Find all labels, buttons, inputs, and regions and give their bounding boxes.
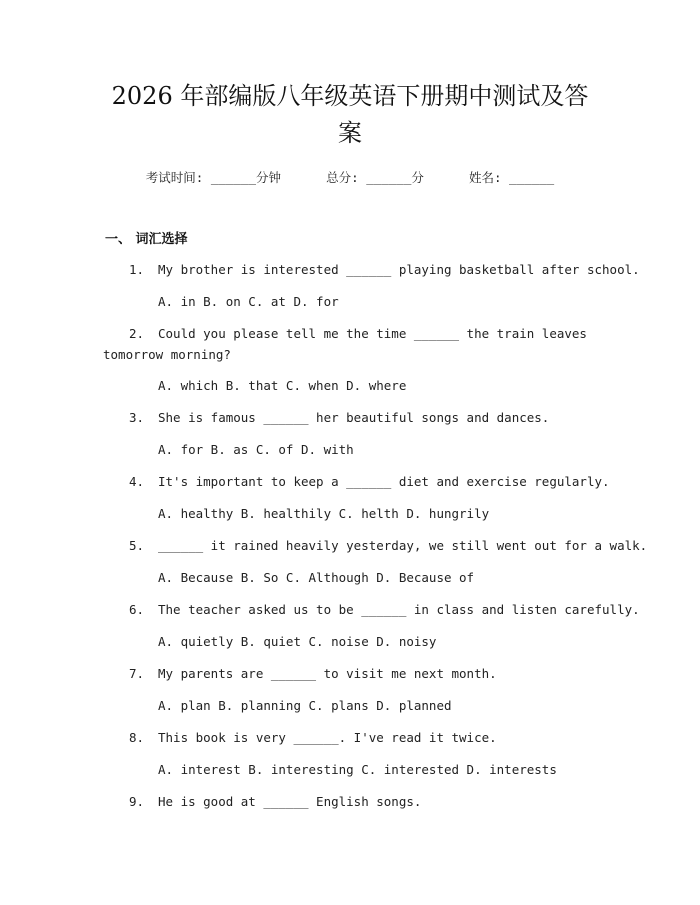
question-text: She is famous ______ her beautiful songs and dances. [158, 410, 550, 425]
question-number: 3. [129, 410, 145, 425]
question-text: Could you please tell me the time ______ the train leaves [158, 326, 587, 341]
question-text: This book is very ______. I've read it twice. [158, 730, 497, 745]
question-text-continued: tomorrow morning? [103, 347, 231, 362]
question-number: 9. [129, 794, 145, 809]
question-options: A. in B. on C. at D. for [158, 294, 339, 309]
question-number: 6. [129, 602, 145, 617]
title-line-2: 案 [338, 119, 362, 147]
question-text: My brother is interested ______ playing basketball after school. [158, 262, 640, 277]
question-options: A. plan B. planning C. plans D. planned [158, 698, 452, 713]
question-number: 5. [129, 538, 145, 553]
question-number: 8. [129, 730, 145, 745]
exam-info-line: 考试时间: ______分钟 总分: ______分 姓名: ______ [145, 170, 555, 185]
question-text: The teacher asked us to be ______ in class and listen carefully. [158, 602, 640, 617]
question-options: A. interest B. interesting C. interested D. interests [158, 762, 557, 777]
title-line-1: 2026 年部编版八年级英语下册期中测试及答 [111, 82, 589, 110]
question-number: 2. [129, 326, 145, 341]
document-title [90, 78, 610, 152]
question-text: He is good at ______ English songs. [158, 794, 422, 809]
question-text: It's important to keep a ______ diet and exercise regularly. [158, 474, 610, 489]
question-text: My parents are ______ to visit me next month. [158, 666, 497, 681]
question-number: 4. [129, 474, 145, 489]
question-options: A. for B. as C. of D. with [158, 442, 354, 457]
section-heading-vocabulary: 一、 词汇选择 [105, 232, 188, 247]
question-number: 7. [129, 666, 145, 681]
question-text: ______ it rained heavily yesterday, we still went out for a walk. [158, 538, 648, 553]
question-number: 1. [129, 262, 145, 277]
question-options: A. which B. that C. when D. where [158, 378, 407, 393]
question-options: A. healthy B. healthily C. helth D. hungrily [158, 506, 490, 521]
question-options: A. Because B. So C. Although D. Because of [158, 570, 475, 585]
question-options: A. quietly B. quiet C. noise D. noisy [158, 634, 437, 649]
